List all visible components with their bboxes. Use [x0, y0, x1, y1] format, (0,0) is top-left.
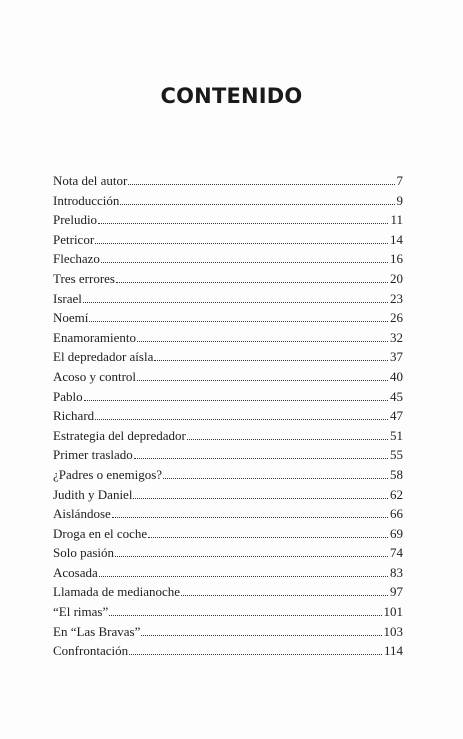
toc-entry — [53, 545, 403, 565]
toc-entry-title: Confrontación — [53, 643, 129, 659]
toc-dot-leader — [84, 400, 388, 401]
toc-entry — [53, 232, 403, 252]
toc-entry — [53, 389, 403, 409]
toc-entry — [53, 408, 403, 428]
toc-entry-title: Nota del autor — [53, 173, 128, 188]
toc-entry-title: Judith y Daniel — [53, 486, 133, 502]
toc-page-number: 9 — [396, 192, 403, 208]
toc-entry-title: ¿Padres o enemigos? — [53, 466, 163, 482]
toc-page-number: 101 — [383, 604, 403, 620]
toc-dot-leader — [89, 321, 388, 322]
toc-page-number: 14 — [390, 231, 403, 247]
toc-dot-leader — [115, 556, 388, 557]
toc-entry-title: Tres errores — [53, 270, 115, 286]
toc-entry-title: Solo pasión — [53, 545, 115, 561]
toc-page-number: 51 — [390, 427, 403, 443]
toc-page-number: 23 — [390, 290, 403, 306]
toc-entry-title: Acosada — [53, 564, 98, 580]
toc-dot-leader — [99, 576, 388, 577]
toc-dot-leader — [109, 615, 381, 616]
toc-dot-leader — [133, 498, 388, 499]
toc-dot-leader — [187, 439, 388, 440]
toc-entry-title: Primer traslado — [53, 447, 133, 463]
toc-entry-title: Pablo — [53, 388, 83, 404]
toc-entry-title: Flechazo — [53, 251, 100, 267]
toc-page-number: 16 — [390, 251, 403, 267]
toc-entry-title: Petricor — [53, 231, 95, 247]
toc-entry-title: Israel — [53, 290, 82, 306]
toc-page-number: 11 — [390, 212, 403, 228]
toc-entry — [53, 310, 403, 330]
toc-dot-leader — [83, 302, 388, 303]
toc-entry-title: Richard — [53, 408, 95, 424]
toc-page-number: 114 — [383, 643, 403, 659]
toc-page-number: 66 — [390, 506, 403, 522]
toc-page-number: 55 — [390, 447, 403, 463]
toc-entry — [53, 291, 403, 311]
toc-entry-title: Aislándose — [53, 506, 111, 522]
toc-entry — [53, 271, 403, 291]
toc-entry — [53, 487, 403, 507]
toc-entry-title: Enamoramiento — [53, 329, 137, 345]
toc-page-number: 20 — [390, 270, 403, 286]
page-title: CONTENIDO — [160, 84, 303, 108]
toc-entry-title: Droga en el coche — [53, 525, 148, 541]
toc-dot-leader — [148, 537, 388, 538]
toc-dot-leader — [134, 458, 388, 459]
toc-page-number: 62 — [390, 486, 403, 502]
table-of-contents — [53, 173, 403, 663]
toc-dot-leader — [163, 478, 388, 479]
toc-page-number: 7 — [396, 173, 403, 188]
toc-entry-title: Introducción — [53, 192, 120, 208]
toc-entry — [53, 173, 403, 193]
toc-entry-title: Noemí — [53, 310, 89, 326]
toc-entry — [53, 251, 403, 271]
toc-entry — [53, 467, 403, 487]
toc-entry — [53, 584, 403, 604]
toc-page-number: 40 — [390, 368, 403, 384]
toc-entry — [53, 428, 403, 448]
toc-page-number: 83 — [390, 564, 403, 580]
toc-entry — [53, 624, 403, 644]
toc-entry — [53, 604, 403, 624]
toc-entry-title: Acoso y control — [53, 368, 137, 384]
toc-page-number: 37 — [390, 349, 403, 365]
toc-entry-title: Estrategia del depredador — [53, 427, 186, 443]
toc-entry — [53, 330, 403, 350]
toc-page-number: 74 — [390, 545, 403, 561]
toc-entry — [53, 526, 403, 546]
toc-entry-title: Preludio — [53, 212, 98, 228]
toc-dot-leader — [95, 243, 388, 244]
toc-dot-leader — [101, 262, 388, 263]
toc-dot-leader — [128, 184, 394, 185]
toc-page-number: 47 — [390, 408, 403, 424]
toc-dot-leader — [137, 380, 388, 381]
toc-dot-leader — [129, 654, 382, 655]
toc-page-number: 45 — [390, 388, 403, 404]
toc-entry — [53, 369, 403, 389]
toc-dot-leader — [95, 419, 388, 420]
toc-page-number: 69 — [390, 525, 403, 541]
toc-dot-leader — [141, 635, 381, 636]
toc-page-number: 103 — [383, 623, 403, 639]
toc-entry — [53, 565, 403, 585]
toc-entry — [53, 643, 403, 663]
toc-dot-leader — [116, 282, 388, 283]
toc-entry-title: “El rimas” — [53, 604, 109, 620]
toc-entry-title: El depredador aísla — [53, 349, 154, 365]
toc-entry-title: En “Las Bravas” — [53, 623, 141, 639]
toc-dot-leader — [98, 223, 388, 224]
toc-dot-leader — [154, 360, 388, 361]
toc-dot-leader — [181, 595, 388, 596]
toc-page-number: 26 — [390, 310, 403, 326]
toc-dot-leader — [137, 341, 388, 342]
toc-page-number: 32 — [390, 329, 403, 345]
toc-entry — [53, 212, 403, 232]
toc-page-number: 97 — [390, 584, 403, 600]
toc-dot-leader — [120, 204, 394, 205]
toc-entry — [53, 349, 403, 369]
toc-dot-leader — [112, 517, 388, 518]
toc-entry — [53, 506, 403, 526]
toc-page-number: 58 — [390, 466, 403, 482]
toc-entry-title: Llamada de medianoche — [53, 584, 181, 600]
toc-entry — [53, 447, 403, 467]
toc-entry — [53, 193, 403, 213]
